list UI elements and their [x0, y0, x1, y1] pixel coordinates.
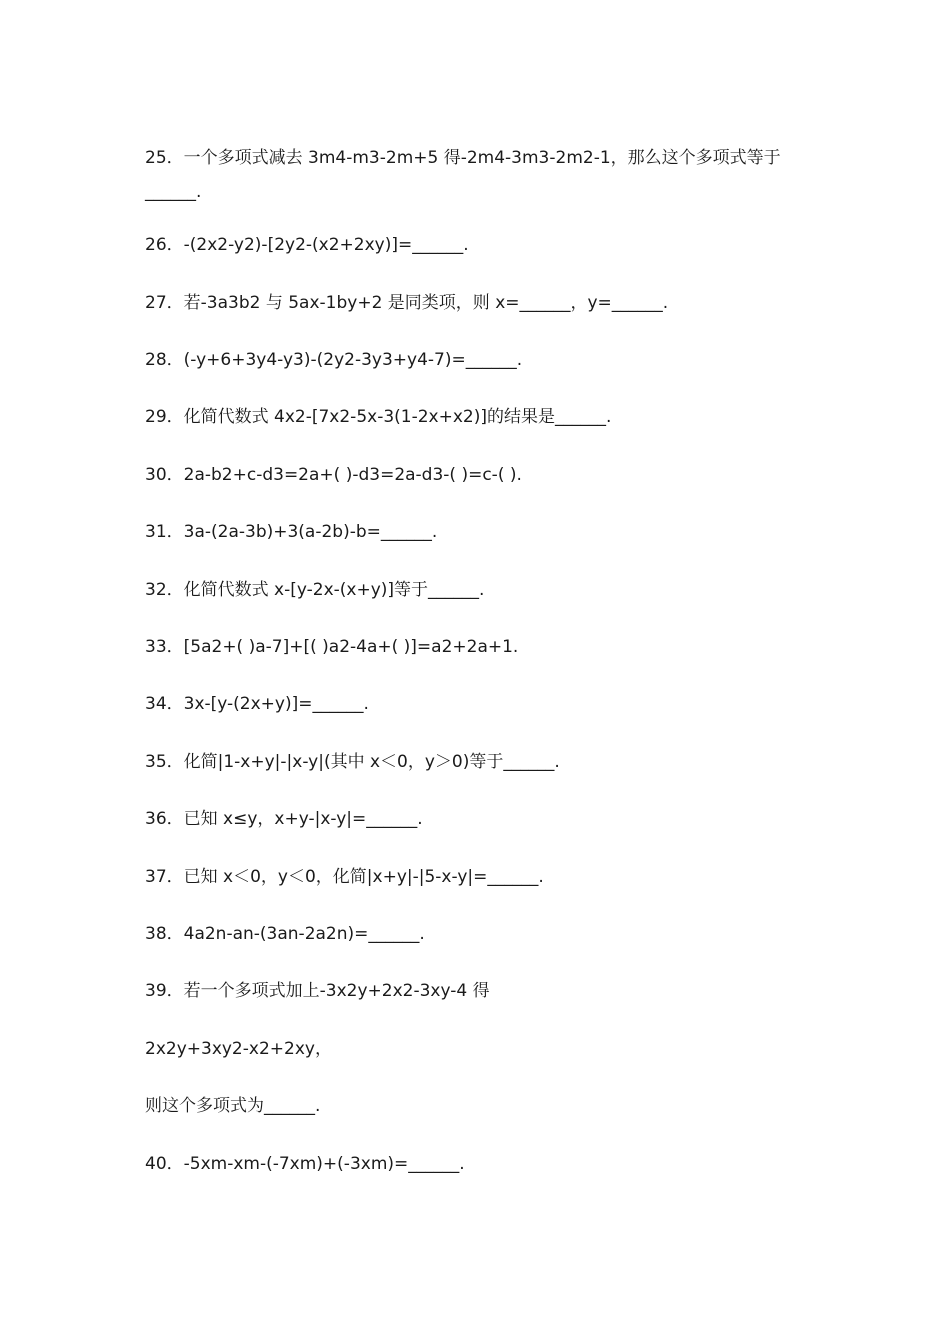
problem-39-line-3: 则这个多项式为______. — [145, 1096, 321, 1116]
problem-29: 29．化简代数式 4x2-[7x2-5x-3(1-2x+x2)]的结果是______. — [145, 407, 612, 427]
problem-28: 28．(-y+6+3y4-y3)-(2y2-3y3+y4-7)=______. — [145, 350, 523, 370]
problem-39-line-2: 2x2y+3xy2-x2+2xy， — [145, 1039, 332, 1059]
problem-27: 27．若-3a3b2 与 5ax-1by+2 是同类项，则 x=______，y=______. — [145, 293, 669, 313]
problem-38: 38．4a2n-an-(3an-2a2n)=______. — [145, 924, 425, 944]
problem-25-line-1: 25．一个多项式减去 3m4-m3-2m+5 得-2m4-3m3-2m2-1，那么这个多项式等于 — [145, 148, 781, 168]
problem-36: 36．已知 x≤y，x+y-|x-y|=______. — [145, 809, 423, 829]
problem-33: 33．[5a2+( )a-7]+[( )a2-4a+( )]=a2+2a+1. — [145, 637, 519, 657]
problem-37: 37．已知 x＜0，y＜0，化简|x+y|-|5-x-y|=______. — [145, 867, 544, 887]
problem-26: 26．-(2x2-y2)-[2y2-(x2+2xy)]=______. — [145, 235, 469, 255]
problem-35: 35．化简|1-x+y|-|x-y|(其中 x＜0，y＞0)等于______. — [145, 752, 560, 772]
problem-32: 32．化简代数式 x-[y-2x-(x+y)]等于______. — [145, 580, 485, 600]
problem-34: 34．3x-[y-(2x+y)]=______. — [145, 694, 369, 714]
problem-30: 30．2a-b2+c-d3=2a+( )-d3=2a-d3-( )=c-( ). — [145, 465, 522, 485]
problem-40: 40．-5xm-xm-(-7xm)+(-3xm)=______. — [145, 1154, 465, 1174]
problem-25-line-2: ______. — [145, 182, 202, 202]
problem-31: 31．3a-(2a-3b)+3(a-2b)-b=______. — [145, 522, 438, 542]
problem-39-line-1: 39．若一个多项式加上-3x2y+2x2-3xy-4 得 — [145, 981, 490, 1001]
